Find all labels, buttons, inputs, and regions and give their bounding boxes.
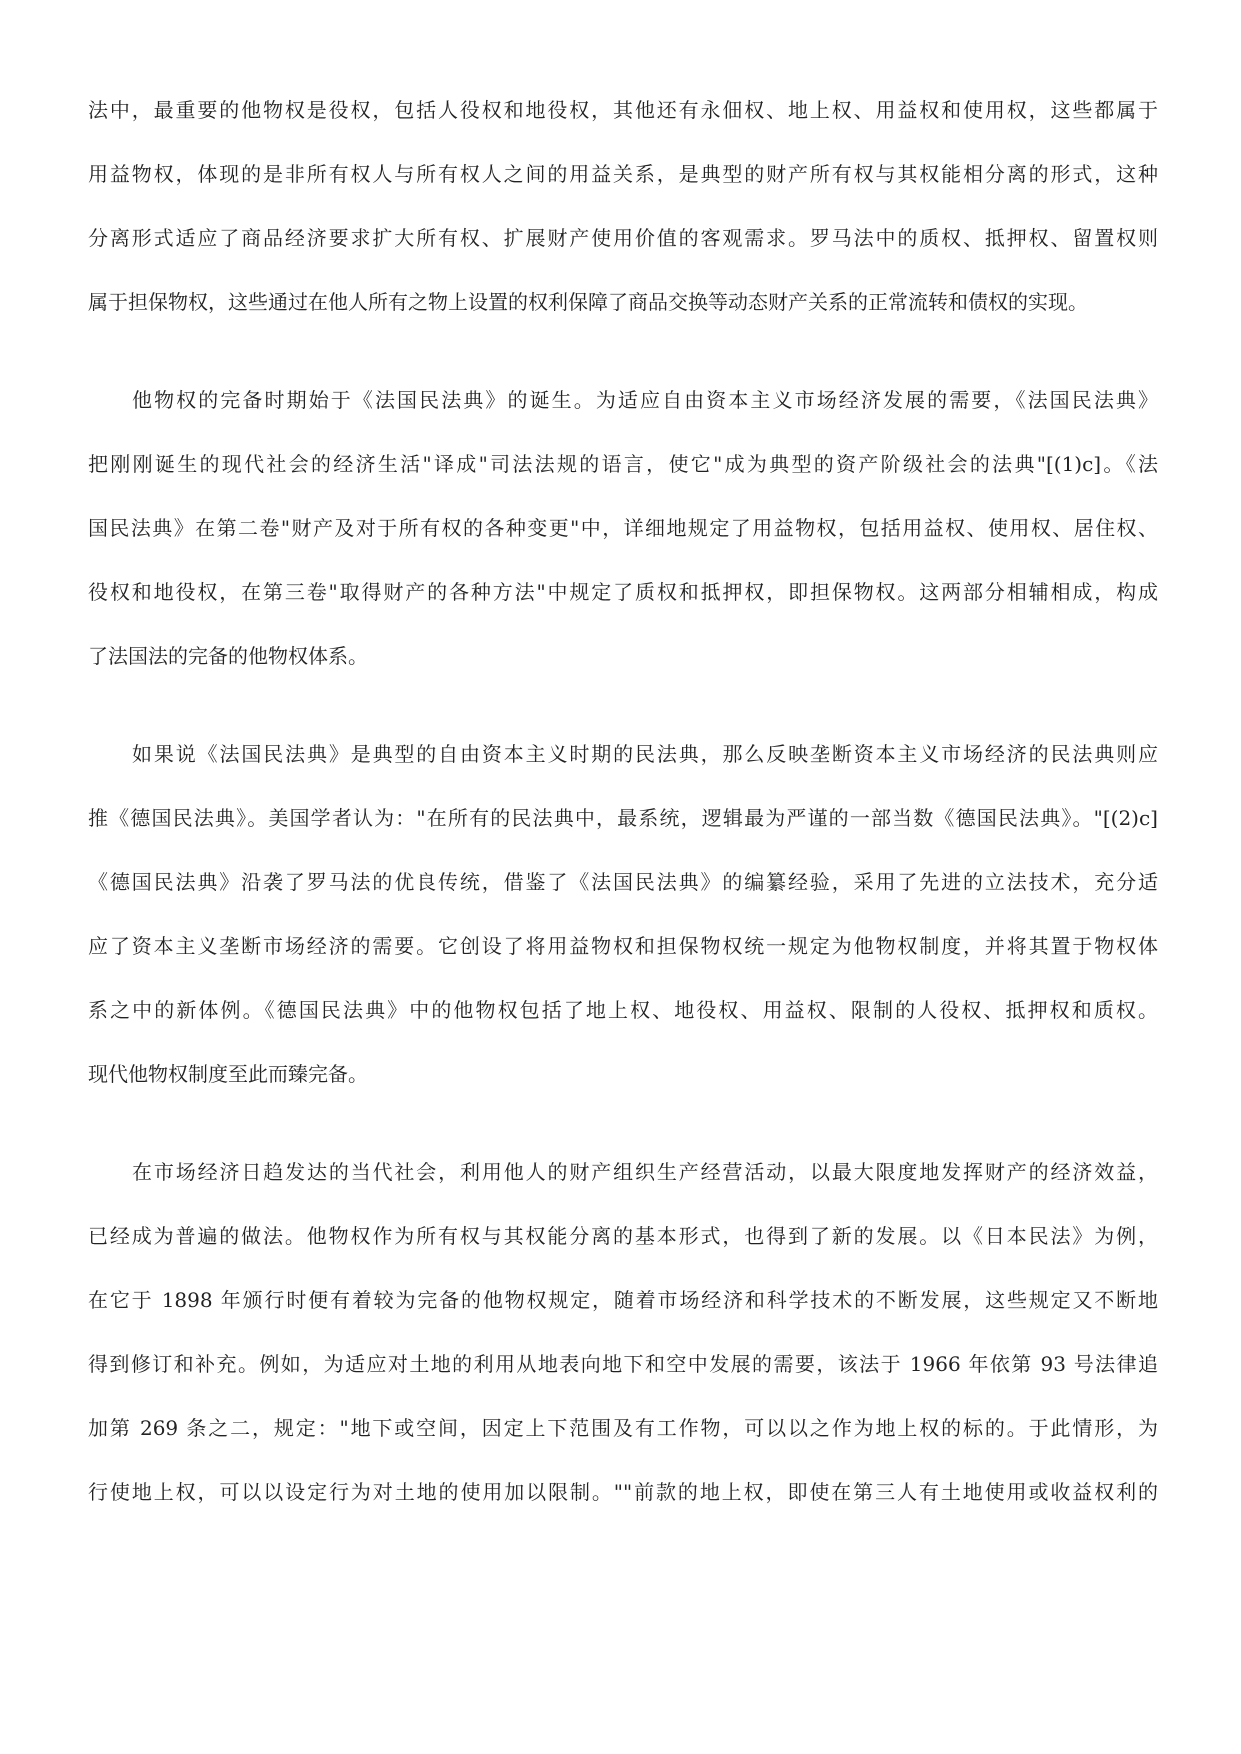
text-line: 用益物权，体现的是非所有权人与所有权人之间的用益关系，是典型的财产所有权与其权能相分离的形式，这种 <box>88 162 1158 186</box>
text-line: 得到修订和补充。例如，为适应对土地的利用从地表向地下和空中发展的需要，该法于 1966 年依第 93 号法律追 <box>88 1352 1158 1376</box>
text-line: 把刚刚诞生的现代社会的经济生活"译成"司法法规的语言，使它"成为典型的资产阶级社会的法典"[(1)c]。《法 <box>88 452 1158 476</box>
text-line: 法中，最重要的他物权是役权，包括人役权和地役权，其他还有永佃权、地上权、用益权和使用权，这些都属于 <box>88 98 1158 122</box>
text-line: 已经成为普遍的做法。他物权作为所有权与其权能分离的基本形式，也得到了新的发展。以《日本民法》为例， <box>88 1224 1158 1248</box>
paragraph-2 <box>88 388 1158 708</box>
text-line: 现代他物权制度至此而臻完备。 <box>88 1062 368 1086</box>
text-line: 如果说《法国民法典》是典型的自由资本主义时期的民法典，那么反映垄断资本主义市场经济的民法典则应 <box>132 742 1158 766</box>
text-line: 《德国民法典》沿袭了罗马法的优良传统，借鉴了《法国民法典》的编纂经验，采用了先进的立法技术，充分适 <box>88 870 1158 894</box>
document-body <box>88 98 1158 1544</box>
text-line: 国民法典》在第二卷"财产及对于所有权的各种变更"中，详细地规定了用益物权，包括用益权、使用权、居住权、 <box>88 516 1158 540</box>
paragraph-4 <box>88 1160 1158 1544</box>
text-line: 系之中的新体例。《德国民法典》中的他物权包括了地上权、地役权、用益权、限制的人役权、抵押权和质权。 <box>88 998 1158 1022</box>
text-line: 推《德国民法典》。美国学者认为："在所有的民法典中，最系统，逻辑最为严谨的一部当数《德国民法典》。"[(2)c] <box>88 806 1158 830</box>
text-line: 分离形式适应了商品经济要求扩大所有权、扩展财产使用价值的客观需求。罗马法中的质权、抵押权、留置权则 <box>88 226 1158 250</box>
text-line: 在市场经济日趋发达的当代社会，利用他人的财产组织生产经营活动，以最大限度地发挥财产的经济效益， <box>132 1160 1158 1184</box>
paragraph-gap <box>88 354 1158 388</box>
paragraph-gap <box>88 708 1158 742</box>
text-line: 在它于 1898 年颁行时便有着较为完备的他物权规定，随着市场经济和科学技术的不断发展，这些规定又不断地 <box>88 1288 1158 1312</box>
paragraph-3 <box>88 742 1158 1126</box>
paragraph-gap <box>88 1126 1158 1160</box>
text-line: 了法国法的完备的他物权体系。 <box>88 644 368 668</box>
text-line: 应了资本主义垄断市场经济的需要。它创设了将用益物权和担保物权统一规定为他物权制度，并将其置于物权体 <box>88 934 1158 958</box>
text-line: 加第 269 条之二，规定："地下或空间，因定上下范围及有工作物，可以以之作为地上权的标的。于此情形，为 <box>88 1416 1158 1440</box>
text-line: 役权和地役权，在第三卷"取得财产的各种方法"中规定了质权和抵押权，即担保物权。这两部分相辅相成，构成 <box>88 580 1158 604</box>
text-line: 行使地上权，可以以设定行为对土地的使用加以限制。""前款的地上权，即使在第三人有土地使用或收益权利的 <box>88 1480 1158 1504</box>
paragraph-1 <box>88 98 1158 354</box>
text-line: 他物权的完备时期始于《法国民法典》的诞生。为适应自由资本主义市场经济发展的需要，《法国民法典》 <box>132 388 1158 412</box>
text-line: 属于担保物权，这些通过在他人所有之物上设置的权利保障了商品交换等动态财产关系的正常流转和债权的实现。 <box>88 290 1088 314</box>
